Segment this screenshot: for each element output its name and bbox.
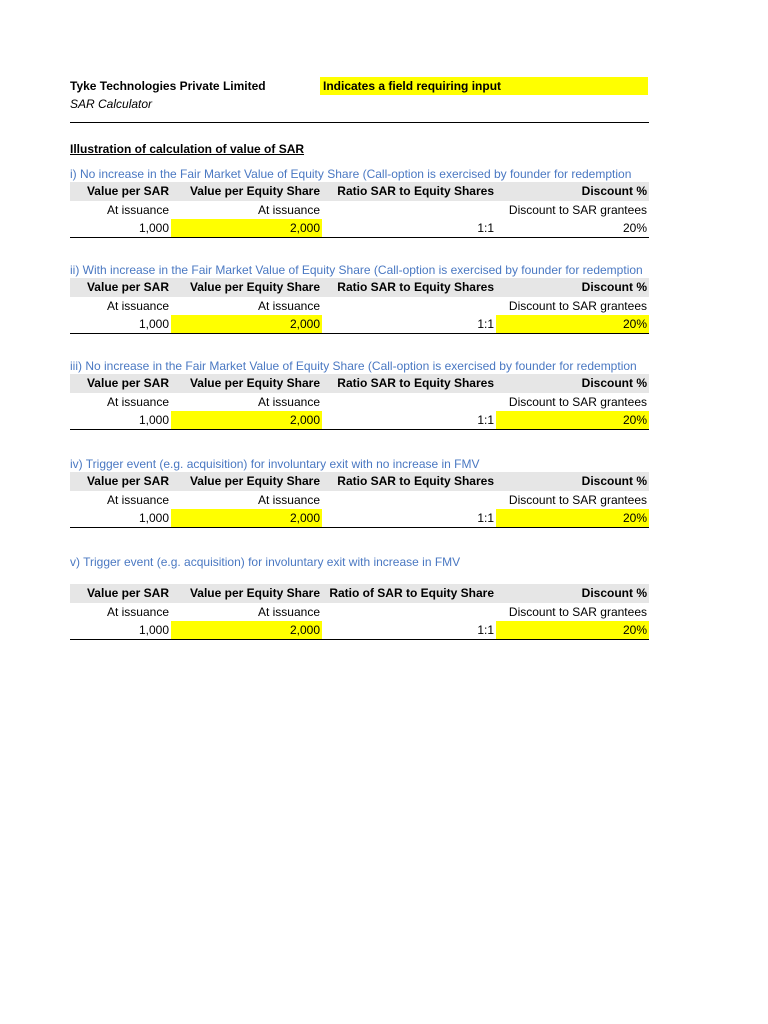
scenario-5 bbox=[70, 554, 649, 640]
subheader-cell[interactable]: At issuance bbox=[257, 604, 320, 619]
subheader-cell[interactable] bbox=[322, 297, 496, 316]
ratio-cell[interactable]: 1:1 bbox=[322, 219, 496, 238]
discount-input[interactable]: 20% bbox=[496, 621, 649, 640]
header bbox=[70, 77, 266, 113]
subheader-cell[interactable]: At issuance bbox=[257, 202, 320, 217]
value-per-equity-share-input[interactable]: 2,000 bbox=[171, 219, 322, 238]
scenario-title: iv) Trigger event (e.g. acquisition) for involuntary exit with no increase in FMV bbox=[70, 457, 480, 471]
value-per-sar-cell[interactable]: 1,000 bbox=[70, 509, 171, 528]
value-per-equity-share-input[interactable]: 2,000 bbox=[171, 315, 322, 334]
value-per-equity-share-input[interactable]: 2,000 bbox=[171, 411, 322, 430]
scenario-title: v) Trigger event (e.g. acquisition) for involuntary exit with increase in FMV bbox=[70, 555, 461, 569]
scenario-table bbox=[70, 374, 649, 430]
section-title: Illustration of calculation of value of SAR bbox=[70, 142, 305, 156]
subheader-cell[interactable]: Discount to SAR grantees bbox=[508, 202, 647, 217]
value-per-sar-cell[interactable]: 1,000 bbox=[70, 621, 171, 640]
scenario-table bbox=[70, 278, 649, 334]
scenario-2 bbox=[70, 262, 649, 334]
subheader-cell[interactable] bbox=[322, 393, 496, 412]
scenario-4 bbox=[70, 456, 649, 528]
header-cell[interactable]: Value per Equity Share bbox=[171, 584, 322, 603]
header-cell[interactable]: Value per SAR bbox=[70, 472, 171, 491]
subheader-cell[interactable]: At issuance bbox=[106, 394, 169, 409]
value-per-sar-cell[interactable]: 1,000 bbox=[70, 411, 171, 430]
ratio-cell[interactable]: 1:1 bbox=[322, 315, 496, 334]
header-cell[interactable]: Ratio SAR to Equity Shares bbox=[322, 472, 496, 491]
header-cell[interactable]: Value per Equity Share bbox=[171, 374, 322, 393]
scenario-title: ii) With increase in the Fair Market Value of Equity Share (Call-option is exercised by founder for redemption bbox=[70, 263, 643, 277]
value-per-equity-share-input[interactable]: 2,000 bbox=[171, 509, 322, 528]
header-cell[interactable]: Value per SAR bbox=[70, 584, 171, 603]
subheader-cell[interactable]: At issuance bbox=[106, 298, 169, 313]
subheader-cell[interactable]: At issuance bbox=[257, 492, 320, 507]
company-name: Tyke Technologies Private Limited bbox=[70, 79, 266, 93]
header-cell[interactable]: Discount % bbox=[496, 472, 649, 491]
header-cell[interactable]: Discount % bbox=[496, 374, 649, 393]
subheader-cell[interactable]: At issuance bbox=[106, 604, 169, 619]
header-cell[interactable]: Ratio SAR to Equity Shares bbox=[322, 278, 496, 297]
subheader-cell[interactable]: At issuance bbox=[257, 298, 320, 313]
header-divider bbox=[70, 122, 649, 123]
header-cell[interactable]: Ratio SAR to Equity Shares bbox=[322, 374, 496, 393]
header-cell[interactable]: Ratio SAR to Equity Shares bbox=[322, 182, 496, 201]
discount-input[interactable]: 20% bbox=[496, 509, 649, 528]
subheader-cell[interactable] bbox=[322, 491, 496, 510]
header-cell[interactable]: Value per Equity Share bbox=[171, 472, 322, 491]
header-cell[interactable]: Value per Equity Share bbox=[171, 278, 322, 297]
header-cell[interactable]: Ratio of SAR to Equity Share bbox=[322, 584, 496, 603]
subheader-cell[interactable] bbox=[322, 603, 496, 622]
discount-input[interactable]: 20% bbox=[496, 315, 649, 334]
value-per-equity-share-input[interactable]: 2,000 bbox=[171, 621, 322, 640]
scenario-title: i) No increase in the Fair Market Value of Equity Share (Call-option is exercised by founder for redemption bbox=[70, 167, 632, 181]
ratio-cell[interactable]: 1:1 bbox=[322, 621, 496, 640]
header-cell[interactable]: Value per Equity Share bbox=[171, 182, 322, 201]
scenario-1 bbox=[70, 166, 649, 238]
header-cell[interactable]: Value per SAR bbox=[70, 182, 171, 201]
scenario-table bbox=[70, 472, 649, 528]
value-per-sar-cell[interactable]: 1,000 bbox=[70, 219, 171, 238]
header-cell[interactable]: Value per SAR bbox=[70, 374, 171, 393]
scenario-3 bbox=[70, 358, 649, 430]
subheader-cell[interactable]: At issuance bbox=[106, 492, 169, 507]
subheader-cell[interactable]: At issuance bbox=[257, 394, 320, 409]
ratio-cell[interactable]: 1:1 bbox=[322, 509, 496, 528]
scenario-table bbox=[70, 584, 649, 640]
subheader-cell[interactable]: Discount to SAR grantees bbox=[508, 394, 647, 409]
header-cell[interactable]: Value per SAR bbox=[70, 278, 171, 297]
subheader-cell[interactable]: Discount to SAR grantees bbox=[508, 492, 647, 507]
input-legend: Indicates a field requiring input bbox=[320, 77, 648, 95]
value-per-sar-cell[interactable]: 1,000 bbox=[70, 315, 171, 334]
subheader-cell[interactable] bbox=[322, 201, 496, 220]
calculator-subtitle: SAR Calculator bbox=[70, 97, 153, 111]
subheader-cell[interactable]: Discount to SAR grantees bbox=[508, 298, 647, 313]
scenario-table bbox=[70, 182, 649, 238]
header-cell[interactable]: Discount % bbox=[496, 584, 649, 603]
discount-cell[interactable]: 20% bbox=[496, 219, 649, 238]
header-cell[interactable]: Discount % bbox=[496, 278, 649, 297]
header-cell[interactable]: Discount % bbox=[496, 182, 649, 201]
discount-input[interactable]: 20% bbox=[496, 411, 649, 430]
subheader-cell[interactable]: Discount to SAR grantees bbox=[508, 604, 647, 619]
ratio-cell[interactable]: 1:1 bbox=[322, 411, 496, 430]
scenario-title: iii) No increase in the Fair Market Value of Equity Share (Call-option is exercised by founder for redemption bbox=[70, 359, 637, 373]
subheader-cell[interactable]: At issuance bbox=[106, 202, 169, 217]
